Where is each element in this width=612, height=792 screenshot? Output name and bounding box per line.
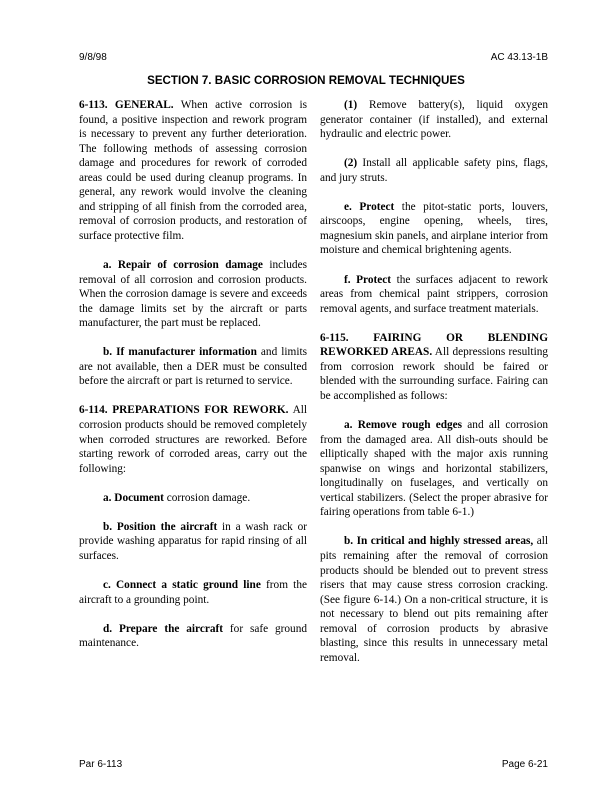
paragraph-heading: 6-113. GENERAL.	[79, 99, 174, 111]
right-column	[320, 98, 548, 680]
paragraph-6-114-b	[79, 520, 307, 564]
paragraph-6-114-a	[79, 491, 307, 506]
paragraph-text: When active corrosion is found, a positive inspection and rework program is necessary to prevent any further deterioration. The following methods of assessing corrosion damage and procedures for rework of corroded areas could be used during cleanup programs. In general, any rework would involve the cleaning and stripping of all finish from the corroded area, removal of corrosion products, and restoration of surface protective film.	[79, 99, 307, 242]
paragraph-heading: 6-114. PREPARATIONS FOR REWORK.	[79, 404, 289, 417]
paragraph-6-115	[320, 331, 548, 404]
paragraph-text: all pits remaining after the removal of corrosion products should be blended out to prevent stress risers that may cause stress corrosion cracking. (See figure 6-14.) On a non-critical structure, it is not necessary to blend out pits remaining after removal of corrosion products by abrasive blasting, since this results in unnecessary metal removal.	[320, 535, 548, 664]
paragraph-heading: a. Document	[103, 491, 164, 504]
paragraph-text: the surfaces adjacent to rework areas from chemical paint strippers, corrosion removal agents, and surface treatment materials.	[320, 273, 548, 315]
header-doc-id: AC 43.13-1B	[490, 52, 548, 63]
header-date: 9/8/98	[79, 52, 107, 63]
paragraph-6-113	[79, 98, 307, 243]
paragraph-heading: b. In critical and highly stressed areas,	[344, 535, 534, 548]
paragraph-text: All depressions resulting from corrosion rework should be faired or blended with the surrounding surface. Fairing can be accomplished as follows:	[320, 346, 549, 402]
paragraph-text: corrosion damage.	[163, 491, 251, 504]
paragraph-text: Remove battery(s), liquid oxygen generator container (if installed), and external hydraulic and electric power.	[320, 99, 548, 141]
paragraph-heading: c. Connect a static ground line	[103, 579, 261, 592]
footer-paragraph-ref: Par 6-113	[79, 759, 123, 770]
paragraph-heading: d. Prepare the aircraft	[103, 622, 224, 635]
paragraph-6-114-d-1	[320, 98, 548, 142]
paragraph-6-113-a	[79, 258, 307, 331]
paragraph-text: for safe ground maintenance.	[79, 622, 307, 650]
paragraph-text: from the aircraft to a grounding point.	[79, 579, 307, 606]
paragraph-heading: (2)	[344, 157, 358, 170]
left-column	[79, 98, 307, 665]
section-title: SECTION 7. BASIC CORROSION REMOVAL TECHNIQUES	[147, 74, 465, 87]
paragraph-text: Install all applicable safety pins, flags, and jury struts.	[320, 157, 548, 184]
paragraph-6-115-a	[320, 418, 548, 520]
paragraph-text: in a wash rack or provide washing apparatus for rapid rinsing of all surfaces.	[79, 520, 307, 562]
footer-page-number: Page 6-21	[501, 759, 548, 770]
paragraph-heading: e. Protect	[344, 200, 395, 213]
paragraph-6-113-b	[79, 345, 307, 389]
paragraph-text: All corrosion products should be removed completely when corroded structures are reworked. Before starting rework of corroded areas, carry out the following:	[79, 404, 308, 475]
paragraph-6-114-e	[320, 200, 548, 258]
paragraph-heading: (1)	[344, 99, 358, 111]
paragraph-heading: f. Protect	[344, 273, 392, 286]
paragraph-6-115-b	[320, 534, 548, 665]
paragraph-text: and limits are not available, then a DER must be consulted before the aircraft or part is returned to service.	[79, 346, 307, 388]
paragraph-6-114-d	[79, 622, 307, 651]
paragraph-heading: a. Repair of corrosion damage	[103, 259, 263, 272]
paragraph-6-114	[79, 403, 307, 476]
paragraph-heading: b. Position the aircraft	[103, 520, 218, 533]
paragraph-6-114-f	[320, 273, 548, 317]
paragraph-6-114-d-2	[320, 156, 548, 185]
paragraph-text: the pitot-static ports, louvers, airscoops, engine opening, wheels, tires, magnesium skin panels, and airplane interior from moisture and chemical brightening agents.	[320, 200, 548, 257]
paragraph-heading: b. If manufacturer information	[103, 346, 257, 359]
paragraph-6-114-c	[79, 578, 307, 607]
paragraph-heading: 6-115. FAIRING OR BLENDING REWORKED AREAS.	[320, 331, 548, 359]
paragraph-text: and all corrosion from the damaged area. All dish-outs should be elliptically shaped with the major axis running spanwise on wings and horizontal stabilizers, longitudinally on fuselages, and vertically on vertical stabilizers. (Select the proper abrasive for fairing operations from table 6-1.)	[320, 419, 548, 519]
paragraph-text: includes removal of all corrosion and corrosion products. When the corrosion damage is severe and exceeds the damage limits set by the aircraft or parts manufacturer, the part must be replaced.	[79, 259, 307, 330]
paragraph-heading: a. Remove rough edges	[344, 419, 463, 432]
